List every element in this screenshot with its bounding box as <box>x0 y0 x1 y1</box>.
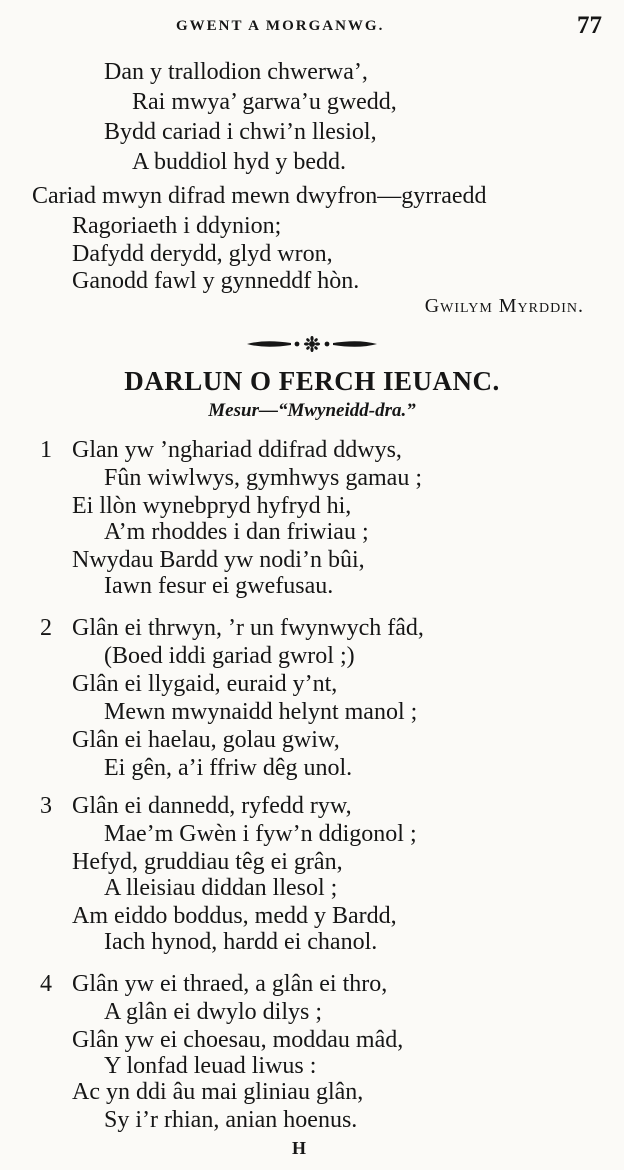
stanza-3-line-3: Hefyd, gruddiau têg ei grân, <box>72 849 343 875</box>
stanza-number: 2 <box>40 615 52 641</box>
poem-title: DARLUN O FERCH IEUANC. <box>124 366 500 396</box>
stanza-1-line-4: A’m rhoddes i dan friwiau ; <box>104 519 369 545</box>
stanza-2-line-3: Glân ei llygaid, euraid y’nt, <box>72 671 338 697</box>
stanza-4-line-3: Glân yw ei choesau, moddau mâd, <box>72 1027 404 1053</box>
opening-line-1: Dan y trallodion chwerwa’, <box>104 59 368 85</box>
englyn-line-4: Ganodd fawl y gynneddf hòn. <box>72 268 360 294</box>
stanza-4-line-6: Sy i’r rhian, anian hoenus. <box>104 1107 358 1133</box>
stanza-1-line-1: Glan yw ’nghariad ddifrad ddwys, <box>72 437 402 463</box>
stanza-1-line-3: Ei llòn wynebpryd hyfryd hi, <box>72 493 352 519</box>
running-title: GWENT A MORGANWG. <box>176 18 385 34</box>
stanza-3-line-4: A lleisiau diddan llesol ; <box>104 875 338 901</box>
englyn-line-3: Dafydd derydd, glyd wron, <box>72 241 333 267</box>
stanza-4-line-4: Y lonfad leuad liwus : <box>104 1053 317 1079</box>
poem-meter: Mesur—“Mwyneidd-dra.” <box>208 400 416 421</box>
stanza-1-line-5: Nwydau Bardd yw nodi’n bûi, <box>72 547 365 573</box>
stanza-4-line-1: Glân yw ei thraed, a glân ei thro, <box>72 971 388 997</box>
stanza-3-line-1: Glân ei dannedd, ryfedd ryw, <box>72 793 352 819</box>
stanza-2-line-5: Glân ei haelau, golau gwiw, <box>72 727 340 753</box>
stanza-3-line-6: Iach hynod, hardd ei chanol. <box>104 929 378 955</box>
opening-line-3: Bydd cariad i chwi’n llesiol, <box>104 119 377 145</box>
opening-line-2: Rai mwya’ garwa’u gwedd, <box>132 89 397 115</box>
stanza-2-line-1: Glân ei thrwyn, ’r un fwynwych fâd, <box>72 615 424 641</box>
stanza-2-line-2: (Boed iddi gariad gwrol ;) <box>104 643 355 669</box>
stanza-3-line-5: Am eiddo boddus, medd y Bardd, <box>72 903 397 929</box>
stanza-1-line-2: Fûn wiwlwys, gymhwys gamau ; <box>104 465 422 491</box>
author-signature: Gwilym Myrddin. <box>424 295 584 317</box>
stanza-number: 1 <box>40 437 52 463</box>
stanza-2-line-4: Mewn mwynaidd helynt manol ; <box>104 699 418 725</box>
stanza-4-line-5: Ac yn ddi âu mai gliniau glân, <box>72 1079 364 1105</box>
stanza-number: 3 <box>40 793 52 819</box>
page-number: 77 <box>577 12 602 39</box>
stanza-number: 4 <box>40 971 52 997</box>
stanza-2-line-6: Ei gên, a’i ffriw dêg unol. <box>104 755 353 781</box>
stanza-4-line-2: A glân ei dwylo dilys ; <box>104 999 322 1025</box>
opening-line-4: A buddiol hyd y bedd. <box>132 149 346 175</box>
stanza-1-line-6: Iawn fesur ei gwefusau. <box>104 573 334 599</box>
ornament-divider-icon <box>245 336 379 352</box>
stanza-3-line-2: Mae’m Gwèn i fyw’n ddigonol ; <box>104 821 417 847</box>
englyn-line-2: Ragoriaeth i ddynion; <box>72 213 282 239</box>
englyn-line-1: Cariad mwyn difrad mewn dwyfron—gyrraedd <box>32 183 487 209</box>
signature-mark: H <box>292 1138 307 1158</box>
